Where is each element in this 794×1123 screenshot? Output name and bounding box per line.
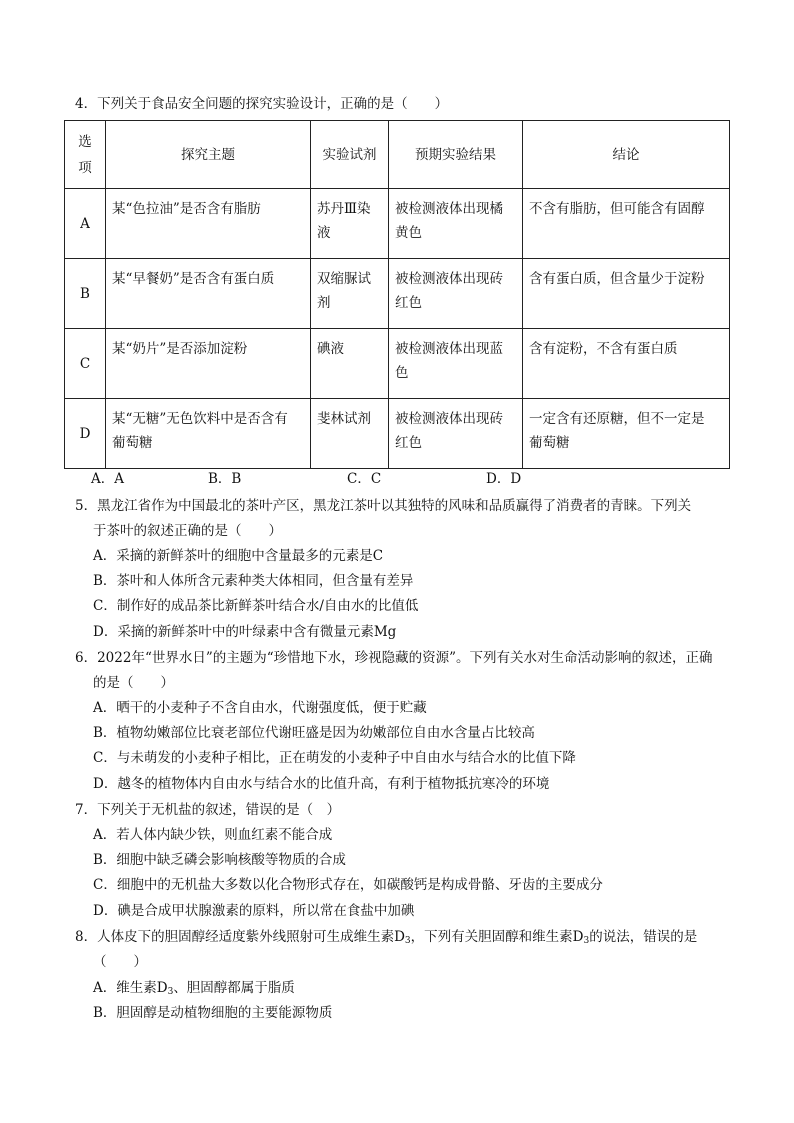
q4-choice-c[interactable]: C．C bbox=[347, 471, 382, 487]
row-reagent: 斐林试剂 bbox=[311, 399, 389, 469]
q4-stem: 4．下列关于食品安全问题的探究实验设计，正确的是（ ） bbox=[75, 96, 449, 112]
header-topic: 探究主题 bbox=[106, 121, 311, 189]
q5-option-b[interactable]: B．茶叶和人体所含元素种类大体相同，但含量有差异 bbox=[93, 573, 414, 589]
q6-option-d[interactable]: D．越冬的植物体内自由水与结合水的比值升高，有利于植物抵抗寒冷的环境 bbox=[93, 776, 550, 792]
row-reagent: 碘液 bbox=[311, 329, 389, 399]
q5-option-d[interactable]: D．采摘的新鲜茶叶中的叶绿素中含有微量元素Mg bbox=[93, 624, 397, 640]
table-row bbox=[65, 399, 730, 469]
q7-option-a[interactable]: A．若人体内缺少铁，则血红素不能合成 bbox=[93, 827, 333, 843]
q8-option-b[interactable]: B．胆固醇是动植物细胞的主要能源物质 bbox=[93, 1005, 333, 1021]
q7-option-c[interactable]: C．细胞中的无机盐大多数以化合物形式存在，如碳酸钙是构成骨骼、牙齿的主要成分 bbox=[93, 877, 603, 893]
table-row bbox=[65, 259, 730, 329]
row-conclusion: 一定含有还原糖，但不一定是 葡萄糖 bbox=[523, 399, 730, 469]
row-topic: 某“早餐奶”是否含有蛋白质 bbox=[106, 259, 311, 329]
row-result: 被检测液体出现橘 黄色 bbox=[389, 189, 523, 259]
q6-stem-line1: 6．2022年“世界水日”的主题为“珍惜地下水，珍视隐藏的资源”。下列有关水对生命活动影响的叙述，正确 bbox=[75, 650, 713, 666]
row-result: 被检测液体出现砖 红色 bbox=[389, 259, 523, 329]
header-reagent: 实验试剂 bbox=[311, 121, 389, 189]
q6-option-b[interactable]: B．植物幼嫩部位比衰老部位代谢旺盛是因为幼嫩部位自由水含量占比较高 bbox=[93, 725, 535, 741]
q5-stem-line2: 于茶叶的叙述正确的是（ ） bbox=[93, 523, 282, 539]
q5-option-c[interactable]: C．制作好的成品茶比新鲜茶叶结合水/自由水的比值低 bbox=[93, 598, 419, 614]
row-result: 被检测液体出现蓝 色 bbox=[389, 329, 523, 399]
q8-option-a[interactable]: A．维生素$D_3$、胆固醇都属于脂质 bbox=[93, 980, 295, 997]
row-option: C bbox=[65, 329, 106, 399]
row-topic: 某“奶片”是否添加淀粉 bbox=[106, 329, 311, 399]
q4-table bbox=[64, 120, 730, 469]
header-option: 选 项 bbox=[65, 121, 106, 189]
header-conclusion: 结论 bbox=[523, 121, 730, 189]
q7-stem: 7．下列关于无机盐的叙述，错误的是（ ） bbox=[75, 802, 341, 818]
table-row bbox=[65, 189, 730, 259]
q8-stem-line2: （ ） bbox=[93, 954, 147, 970]
row-reagent: 双缩脲试 剂 bbox=[311, 259, 389, 329]
row-option: A bbox=[65, 189, 106, 259]
q4-choice-d[interactable]: D．D bbox=[486, 471, 522, 487]
header-result: 预期实验结果 bbox=[389, 121, 523, 189]
q4-choices bbox=[0, 469, 794, 489]
q4-choice-b[interactable]: B．B bbox=[208, 471, 242, 487]
row-conclusion: 不含有脂肪，但可能含有固醇 bbox=[523, 189, 730, 259]
q6-stem-line2: 的是（ ） bbox=[93, 675, 174, 691]
row-result: 被检测液体出现砖 红色 bbox=[389, 399, 523, 469]
table-row bbox=[65, 329, 730, 399]
q7-option-d[interactable]: D．碘是合成甲状腺激素的原料，所以常在食盐中加碘 bbox=[93, 903, 415, 919]
row-option: D bbox=[65, 399, 106, 469]
row-topic: 某“无糖”无色饮料中是否含有 葡萄糖 bbox=[106, 399, 311, 469]
row-conclusion: 含有淀粉，不含有蛋白质 bbox=[523, 329, 730, 399]
row-option: B bbox=[65, 259, 106, 329]
row-reagent: 苏丹Ⅲ染 液 bbox=[311, 189, 389, 259]
q6-option-c[interactable]: C．与未萌发的小麦种子相比，正在萌发的小麦种子中自由水与结合水的比值下降 bbox=[93, 750, 576, 766]
table-header-row bbox=[65, 121, 730, 189]
q5-stem-line1: 5．黑龙江省作为中国最北的茶叶产区，黑龙江茶叶以其独特的风味和品质赢得了消费者的青睐。下列关 bbox=[75, 498, 692, 514]
q7-option-b[interactable]: B．细胞中缺乏磷会影响核酸等物质的合成 bbox=[93, 852, 346, 868]
q4-choice-a[interactable]: A．A bbox=[91, 471, 124, 487]
row-topic: 某“色拉油”是否含有脂肪 bbox=[106, 189, 311, 259]
q8-stem-line1: 8．人体皮下的胆固醇经适度紫外线照射可生成维生素$D_3$，下列有关胆固醇和维生素$D_3$的说法，错误的是 bbox=[75, 929, 698, 946]
q6-option-a[interactable]: A．晒干的小麦种子不含自由水，代谢强度低，便于贮藏 bbox=[93, 700, 427, 716]
q5-option-a[interactable]: A．采摘的新鲜茶叶的细胞中含量最多的元素是C bbox=[93, 548, 384, 564]
row-conclusion: 含有蛋白质，但含量少于淀粉 bbox=[523, 259, 730, 329]
